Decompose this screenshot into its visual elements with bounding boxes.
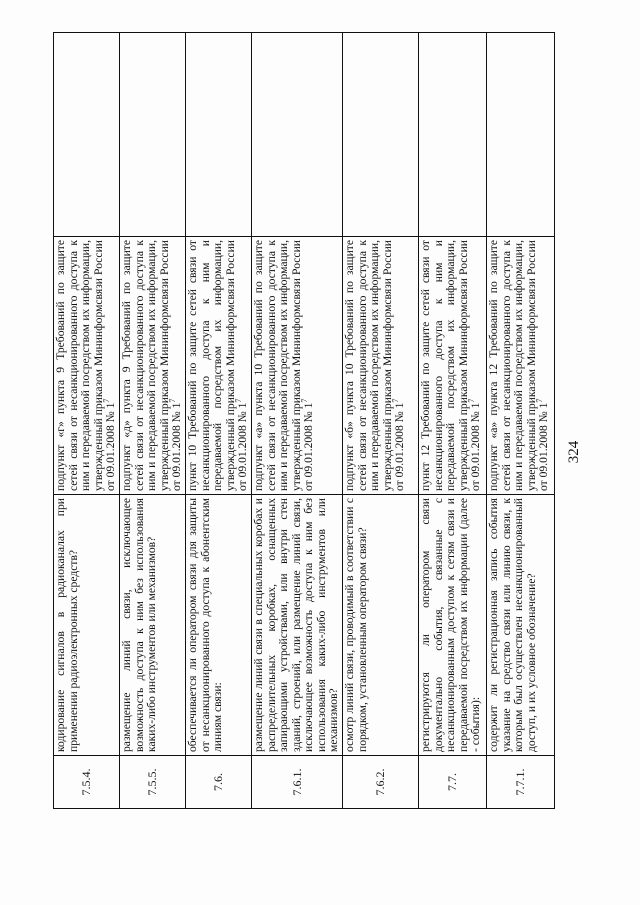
- answer-cell: [119, 33, 185, 237]
- question-cell: кодирование сигналов в радиоканалах при применении радиоэлектронных средств?: [54, 495, 120, 756]
- table-row: [419, 33, 487, 809]
- item-number: 7.6.1.: [251, 756, 342, 809]
- requirement-cell: [54, 237, 120, 495]
- question-cell: обеспечивается ли оператором связи для защиты от несанкционированного доступа к абонентским линиям связи:: [185, 495, 251, 756]
- requirement-cell: [419, 237, 487, 495]
- table-row: [185, 33, 251, 809]
- footnote-mark: 7: [535, 398, 545, 403]
- table-row: [343, 33, 419, 809]
- item-number: 7.6.2.: [343, 756, 419, 809]
- footnote-mark: 7: [168, 398, 178, 403]
- answer-cell: [343, 33, 419, 237]
- page-number: 324: [566, 440, 582, 464]
- requirement-cell: [185, 237, 251, 495]
- answer-cell: [251, 33, 342, 237]
- requirement-cell: [487, 237, 555, 495]
- item-number: 7.7.1.: [487, 756, 555, 809]
- question-cell: содержит ли регистрационная запись события указание на средство связи или линию связи, к которым был осуществлен несанкционированный доступ, и их условное обозначение?: [487, 495, 555, 756]
- table-row: [54, 33, 120, 809]
- requirement-text: подпункт «г» пункта 9 Требований по защите сетей связи от несанкционированного доступа к ним и передаваемой посредством их информации, утвержденный приказом Мининформсвязи России от 09.01.2008 № 1: [54, 240, 118, 491]
- requirement-text: подпункт «б» пункта 10 Требований по защите сетей связи от несанкционированного доступа к ним и передаваемой посредством их информации, утвержденный приказом Мининформсвязи России от 09.01.2008 № 1: [343, 240, 407, 491]
- answer-cell: [54, 33, 120, 237]
- requirement-text: подпункт «д» пункта 9 Требований по защите сетей связи от несанкционированного доступа к ним и передаваемой посредством их информации, утвержденный приказом Мининформсвязи России от 09.01.2008 № 1: [119, 240, 184, 491]
- item-number: 7.6.: [185, 756, 251, 809]
- requirement-cell: [251, 237, 342, 495]
- requirement-text: пункт 12 Требований по защите сетей связи от несанкционированного доступа к ним и передаваемой посредством их информации, утвержденный приказом Мининформсвязи России от 09.01.2008 № 1: [419, 240, 483, 491]
- requirement-text: подпункт «а» пункта 12 Требований по защите сетей связи от несанкционированного доступа к ним и передаваемой посредством их информации, утвержденный приказом Мининформсвязи России от 09.01.2008 № 1: [487, 240, 551, 491]
- footnote-mark: 7: [102, 398, 112, 403]
- item-number: 7.7.: [419, 756, 487, 809]
- footnote-mark: 7: [300, 398, 310, 403]
- requirement-text: пункт 10 Требований по защите сетей связи от несанкционированного доступа к ним и передаваемой посредством их информации, утвержденный приказом Мининформсвязи России от 09.01.2008 № 1: [185, 240, 250, 491]
- answer-cell: [419, 33, 487, 237]
- footnote-mark: 7: [467, 398, 477, 403]
- checklist-table: [53, 32, 555, 809]
- table-row: [119, 33, 185, 809]
- question-cell: размещение линий связи в специальных коробах и распределительных коробках, оснащенных запирающими устройствами, или внутри стен зданий, строений, или размещение линий связи, исключающее возможность доступа к ним без использования каких-либо инструментов или механизмов?: [251, 495, 342, 756]
- answer-cell: [185, 33, 251, 237]
- question-cell: осмотр линий связи, проводимый в соответствии с порядком, установленным оператором связи?: [343, 495, 419, 756]
- item-number: 7.5.5.: [119, 756, 185, 809]
- item-number: 7.5.4.: [54, 756, 120, 809]
- question-cell: размещение линий связи, исключающее возможность доступа к ним без использования каких-либо инструментов или механизмов?: [119, 495, 185, 756]
- footnote-mark: 7: [391, 398, 401, 403]
- requirement-cell: [119, 237, 185, 495]
- requirement-text: подпункт «а» пункта 10 Требований по защите сетей связи от несанкционированного доступа к ним и передаваемой посредством их информации, утвержденный приказом Мининформсвязи России от 09.01.2008 № 1: [251, 240, 316, 491]
- requirement-cell: [343, 237, 419, 495]
- footnote-mark: 7: [234, 398, 244, 403]
- answer-cell: [487, 33, 555, 237]
- table-row: [487, 33, 555, 809]
- question-cell: регистрируются ли оператором связи документально события, связанные с несанкционированным доступом к сетям связи и передаваемой посредством их информации (далее - события):: [419, 495, 487, 756]
- table-row: [251, 33, 342, 809]
